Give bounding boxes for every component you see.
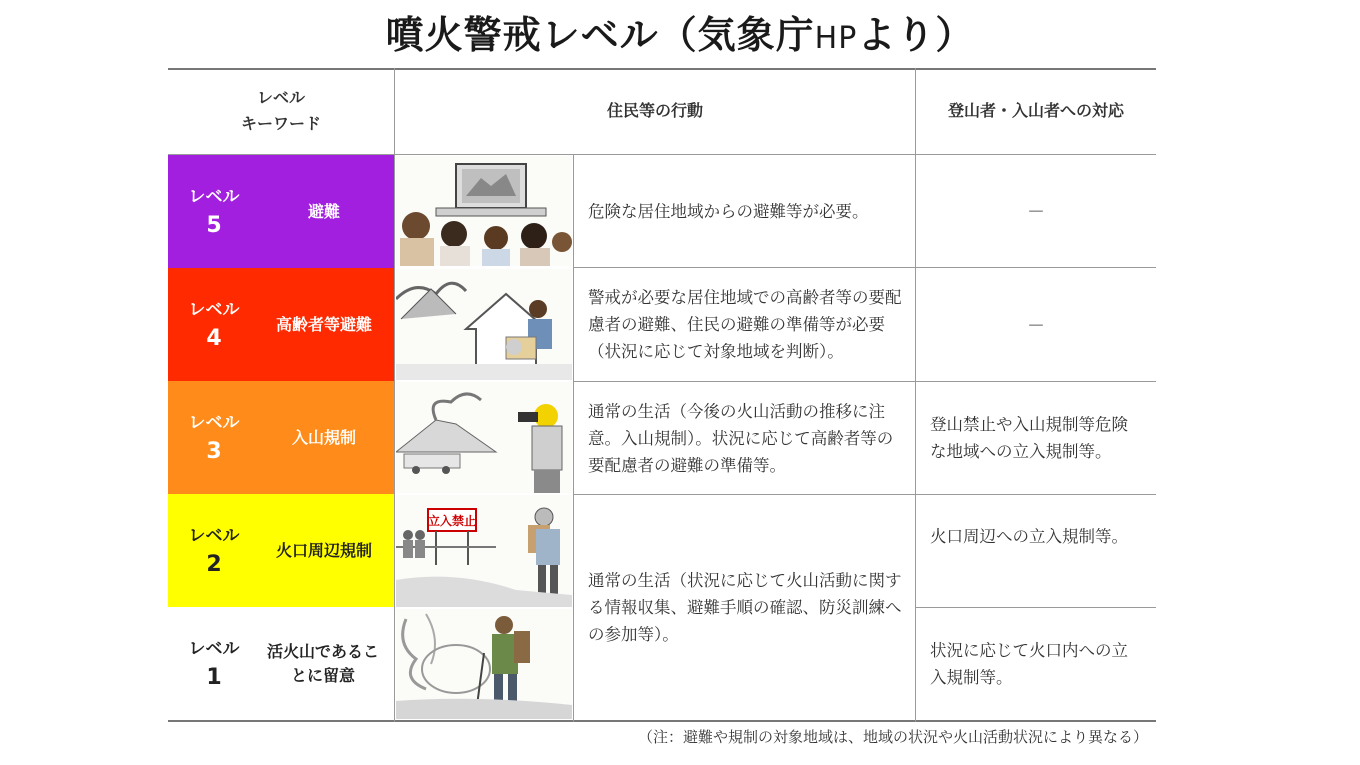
climbers-action-level-4: －: [1027, 315, 1045, 337]
residents-action-level-1-2: 通常の生活（状況に応じて火山活動に関する情報収集、避難手順の確認、防災訓練への参加等）。: [588, 571, 902, 644]
level-1-keyword: 活火山であることに留意: [266, 642, 379, 685]
residents-action-level-4: 警戒が必要な居住地域での高齢者等の要配慮者の避難、住民の避難の準備等が必要（状況に応じて対象地域を判断）。: [588, 288, 902, 361]
level-2-keyword: 火口周辺規制: [275, 540, 372, 560]
level-5-keyword: 避難: [307, 201, 340, 221]
climbers-action-level-1: 状況に応じて火口内への立入規制等。: [930, 641, 1128, 687]
residents-action-level-5: 危険な居住地域からの避難等が必要。: [588, 201, 869, 221]
residents-action-level-3: 通常の生活（今後の火山活動の推移に注意。入山規制）。状況に応じて高齢者等の要配慮者の避難の準備等。: [588, 401, 894, 475]
level-4-keyword: 高齢者等避難: [275, 314, 372, 334]
climbers-action-level-2: 火口周辺への立入規制等。: [930, 527, 1128, 546]
evacuation-center-illustration: [396, 156, 572, 266]
header-level-keyword: レベル キーワード: [240, 88, 321, 133]
binoculars-observer-illustration: [396, 382, 572, 493]
header-climbers: 登山者・入山者への対応: [947, 101, 1124, 120]
level-5-cell: レベル 5 避難: [168, 155, 394, 268]
level-4-cell: レベル 4 高齢者等避難: [168, 268, 394, 381]
level-3-cell: レベル 3 入山規制: [168, 381, 394, 494]
alert-level-table: [168, 68, 1156, 722]
level-2-cell: レベル 2 火口周辺規制: [168, 494, 394, 607]
elderly-evacuation-illustration: [396, 269, 572, 380]
climbers-action-level-3: 登山禁止や入山規制等危険な地域への立入規制等。: [930, 415, 1128, 461]
svg-text:立入禁止: 立入禁止: [427, 514, 477, 528]
no-entry-sign-illustration: [396, 495, 572, 607]
level-1-cell: レベル 1 活火山であることに留意: [168, 608, 394, 720]
hiker-illustration: [396, 609, 572, 719]
level-3-keyword: 入山規制: [291, 427, 356, 447]
page-title: 噴火警戒レベル（気象庁HPより）: [385, 13, 975, 57]
climbers-action-level-5: －: [1027, 202, 1045, 223]
header-residents: 住民等の行動: [606, 101, 703, 120]
footnote: （注：避難や規制の対象地域は、地域の状況や火山活動状況により異なる）: [637, 728, 1148, 746]
